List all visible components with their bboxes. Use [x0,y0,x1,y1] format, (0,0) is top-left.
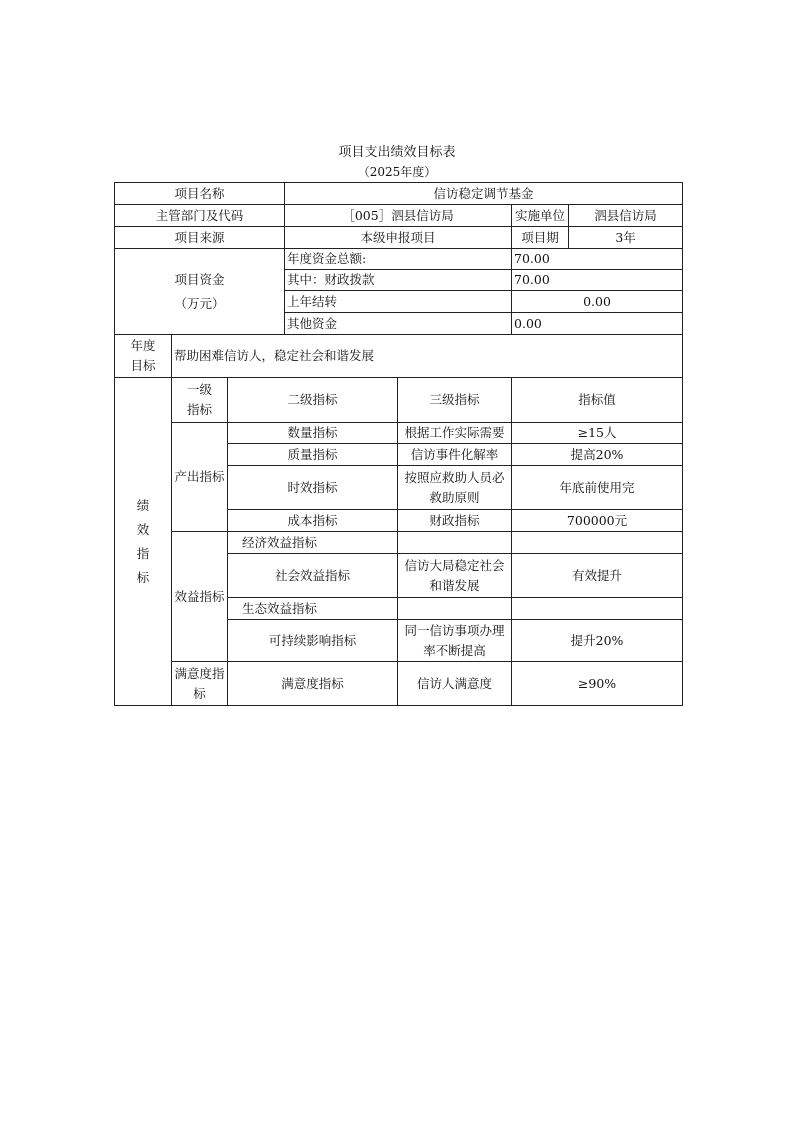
source-label: 项目来源 [115,227,285,249]
level3-header: 三级指标 [398,378,512,423]
satisfaction-level2: 满意度指标 [228,662,398,706]
benefit-ecological-value [512,598,683,620]
funds-fiscal-label: 其中：财政拨款 [285,270,512,291]
impl-unit-label: 实施单位 [512,205,569,227]
benefit-sustainable-level2: 可持续影响指标 [228,620,398,662]
benefit-indicator-label: 效益指标 [172,532,228,662]
output-timeliness-level3: 按照应救助人员必 救助原则 [398,466,512,510]
output-cost-value: 700000元 [512,510,683,532]
output-quality-level3: 信访事件化解率 [398,444,512,466]
project-name-label: 项目名称 [115,183,285,205]
row-benefit-economic [115,532,683,554]
row-annual-goal [115,335,683,378]
funds-carryover-label: 上年结转 [285,291,512,313]
funds-other-label: 其他资金 [285,313,512,335]
source-value: 本级申报项目 [285,227,512,249]
level1-header: 一级 指标 [172,378,228,423]
annual-goal-text: 帮助困难信访人，稳定社会和谐发展 [172,335,683,378]
level2-header: 二级指标 [228,378,398,423]
indicator-section-label: 绩 效 指 标 [115,378,172,706]
impl-unit-value: 泗县信访局 [569,205,683,227]
benefit-ecological-level2: 生态效益指标 [228,598,398,620]
row-department [115,205,683,227]
department-value: ［005］泗县信访局 [285,205,512,227]
page-title: 项目支出绩效目标表 [338,145,456,160]
row-satisfaction [115,662,683,706]
benefit-economic-level3 [398,532,512,554]
funds-label: 项目资金 （万元） [115,249,285,335]
benefit-economic-value [512,532,683,554]
value-header: 指标值 [512,378,683,423]
output-timeliness-level2: 时效指标 [228,466,398,510]
satisfaction-level3: 信访人满意度 [398,662,512,706]
project-name-value: 信访稳定调节基金 [285,183,683,205]
output-indicator-label: 产出指标 [172,423,228,532]
row-indicator-header [115,378,683,423]
performance-target-table [114,182,683,706]
row-project-name [115,183,683,205]
benefit-ecological-level3 [398,598,512,620]
row-source [115,227,683,249]
output-timeliness-value: 年底前使用完 [512,466,683,510]
funds-fiscal-value: 70.00 [512,270,683,291]
benefit-sustainable-value: 提升20% [512,620,683,662]
benefit-sustainable-level3: 同一信访事项办理 率不断提高 [398,620,512,662]
output-quantity-level3: 根据工作实际需要 [398,423,512,444]
benefit-social-level3: 信访大局稳定社会 和谐发展 [398,554,512,598]
output-cost-level2: 成本指标 [228,510,398,532]
period-label: 项目期 [512,227,569,249]
benefit-economic-level2: 经济效益指标 [228,532,398,554]
output-quantity-level2: 数量指标 [228,423,398,444]
funds-total-value: 70.00 [512,249,683,270]
output-quality-value: 提高20% [512,444,683,466]
funds-carryover-value: 0.00 [512,291,683,313]
output-quality-level2: 质量指标 [228,444,398,466]
benefit-social-value: 有效提升 [512,554,683,598]
output-quantity-value: ≥15人 [512,423,683,444]
page-subtitle-year: （2025年度） [357,165,437,179]
funds-other-value: 0.00 [512,313,683,335]
satisfaction-value: ≥90% [512,662,683,706]
output-cost-level3: 财政指标 [398,510,512,532]
satisfaction-indicator-label: 满意度指 标 [172,662,228,706]
row-funds-total [115,249,683,270]
period-value: 3年 [569,227,683,249]
department-label: 主管部门及代码 [115,205,285,227]
benefit-social-level2: 社会效益指标 [228,554,398,598]
annual-goal-label: 年度 目标 [115,335,172,378]
funds-total-label: 年度资金总额: [285,249,512,270]
row-output-quantity [115,423,683,444]
